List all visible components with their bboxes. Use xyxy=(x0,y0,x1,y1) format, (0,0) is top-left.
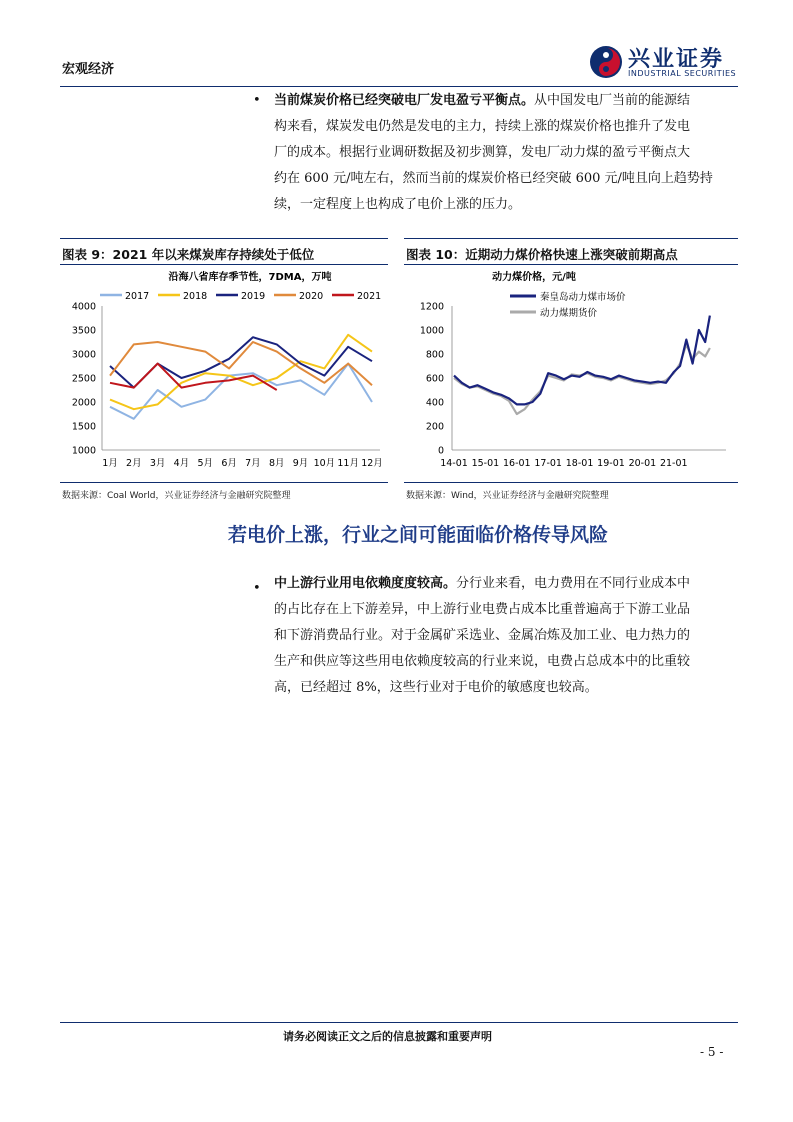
bullet-dot: • xyxy=(253,93,261,108)
chart-title: 沿海八省库存季节性，7DMA，万吨 xyxy=(168,272,332,283)
report-category: 宏观经济 xyxy=(62,62,115,77)
x-tick-label: 4月 xyxy=(173,458,190,469)
x-tick-label: 18-01 xyxy=(565,458,594,469)
x-tick-label: 10月 xyxy=(313,458,336,469)
x-tick-label: 8月 xyxy=(268,458,285,469)
x-tick-label: 9月 xyxy=(292,458,309,469)
company-logo xyxy=(588,42,738,82)
y-tick-label: 1000 xyxy=(419,325,444,337)
series-line-2021 xyxy=(110,364,277,390)
header-rule xyxy=(60,86,738,87)
text-line: 高，已经超过 8%，这些行业对于电价的敏感度也较高。 xyxy=(274,680,598,695)
text-line: 约在 600 元/吨左右，然而当前的煤炭价格已经突破 600 元/吨且向上趋势持 xyxy=(274,171,713,186)
figure-rule-top xyxy=(404,238,738,239)
legend-label: 2019 xyxy=(241,291,266,302)
series-line-动力煤期货价 xyxy=(454,344,710,414)
figure-rule-bottom xyxy=(60,482,388,483)
y-tick-label: 1000 xyxy=(71,445,96,457)
x-tick-label: 17-01 xyxy=(534,458,562,469)
text-line: 和下游消费品行业。对于金属矿采选业、金属冶炼及加工业、电力热力的 xyxy=(274,628,691,643)
series-line-秦皇岛动力煤市场价 xyxy=(454,316,710,405)
text-line: 厂的成本。根据行业调研数据及初步测算，发电厂动力煤的盈亏平衡点大 xyxy=(274,145,691,160)
x-tick-label: 21-01 xyxy=(659,458,688,469)
legend-label: 2021 xyxy=(357,291,382,302)
text-line: 从中国发电厂当前的能源结 xyxy=(534,93,691,108)
bullet-dot: • xyxy=(253,581,261,596)
text-line: 构来看，煤炭发电仍然是发电的主力，持续上涨的煤炭价格也推升了发电 xyxy=(274,119,691,134)
figure-rule xyxy=(404,264,738,265)
coal-inventory-chart xyxy=(60,266,390,482)
x-tick-label: 14-01 xyxy=(440,458,468,469)
paragraph-coal-price xyxy=(274,88,739,218)
x-tick-label: 15-01 xyxy=(471,458,500,469)
legend-label: 动力煤期货价 xyxy=(540,308,598,319)
y-tick-label: 600 xyxy=(425,373,444,385)
legend-label: 秦皇岛动力煤市场价 xyxy=(540,292,626,303)
x-tick-label: 12月 xyxy=(361,458,383,469)
figure-10-source: 数据来源：Wind，兴业证券经济与金融研究院整理 xyxy=(406,491,609,501)
y-tick-label: 2000 xyxy=(71,397,96,409)
figure-rule xyxy=(60,264,388,265)
page-number: - 5 - xyxy=(700,1045,724,1059)
y-tick-label: 800 xyxy=(425,349,444,361)
figure-9-title: 图表 9：2021 年以来煤炭库存持续处于低位 xyxy=(62,247,315,262)
text-line: 分行业来看，电力费用在不同行业成本中 xyxy=(456,576,691,591)
legend-label: 2018 xyxy=(183,291,208,302)
text-line: 生产和供应等这些用电依赖度较高的行业来说，电费占总成本中的比重较 xyxy=(274,654,691,669)
y-tick-label: 1200 xyxy=(419,301,444,313)
paragraph-lead: 中上游行业用电依赖度度较高。 xyxy=(274,576,457,591)
y-tick-label: 4000 xyxy=(71,301,96,313)
x-tick-label: 2月 xyxy=(126,458,142,469)
y-tick-label: 2500 xyxy=(71,373,96,385)
x-tick-label: 3月 xyxy=(149,458,166,469)
figure-10-title: 图表 10：近期动力煤价格快速上涨突破前期高点 xyxy=(406,247,678,262)
text-line: 的占比存在上下游差异，中上游行业电费占成本比重普遍高于下游工业品 xyxy=(274,602,691,617)
paragraph-lead: 当前煤炭价格已经突破电厂发电盈亏平衡点。 xyxy=(274,93,535,108)
y-tick-label: 1500 xyxy=(71,421,96,433)
x-tick-label: 1月 xyxy=(102,458,118,469)
y-tick-label: 200 xyxy=(425,421,444,433)
x-tick-label: 19-01 xyxy=(597,458,625,469)
x-tick-label: 6月 xyxy=(221,458,237,469)
logo-text-cn: 兴业证券 xyxy=(628,47,725,72)
x-tick-label: 20-01 xyxy=(628,458,657,469)
figure-rule-top xyxy=(60,238,388,239)
logo-mark-icon xyxy=(588,44,624,80)
y-tick-label: 3000 xyxy=(71,349,96,361)
paragraph-industry-dependence xyxy=(274,571,739,701)
coal-price-chart xyxy=(404,266,738,482)
legend-label: 2020 xyxy=(299,291,324,302)
x-tick-label: 5月 xyxy=(197,458,214,469)
y-tick-label: 400 xyxy=(425,397,444,409)
logo-text-en: INDUSTRIAL SECURITIES xyxy=(628,69,737,78)
disclaimer-note: 请务必阅读正文之后的信息披露和重要声明 xyxy=(283,1030,492,1043)
x-tick-label: 7月 xyxy=(245,458,261,469)
figure-rule-bottom xyxy=(404,482,738,483)
x-tick-label: 11月 xyxy=(337,458,359,469)
y-tick-label: 3500 xyxy=(71,325,96,337)
footer-rule xyxy=(60,1022,738,1023)
chart-title: 动力煤价格，元/吨 xyxy=(492,272,576,283)
figure-9-source: 数据来源：Coal World，兴业证券经济与金融研究院整理 xyxy=(62,491,291,501)
text-line: 续，一定程度上也构成了电价上涨的压力。 xyxy=(274,197,522,212)
legend-label: 2017 xyxy=(125,291,150,302)
y-tick-label: 0 xyxy=(437,445,444,457)
x-tick-label: 16-01 xyxy=(502,458,531,469)
section-heading: 若电价上涨，行业之间可能面临价格传导风险 xyxy=(228,524,609,546)
